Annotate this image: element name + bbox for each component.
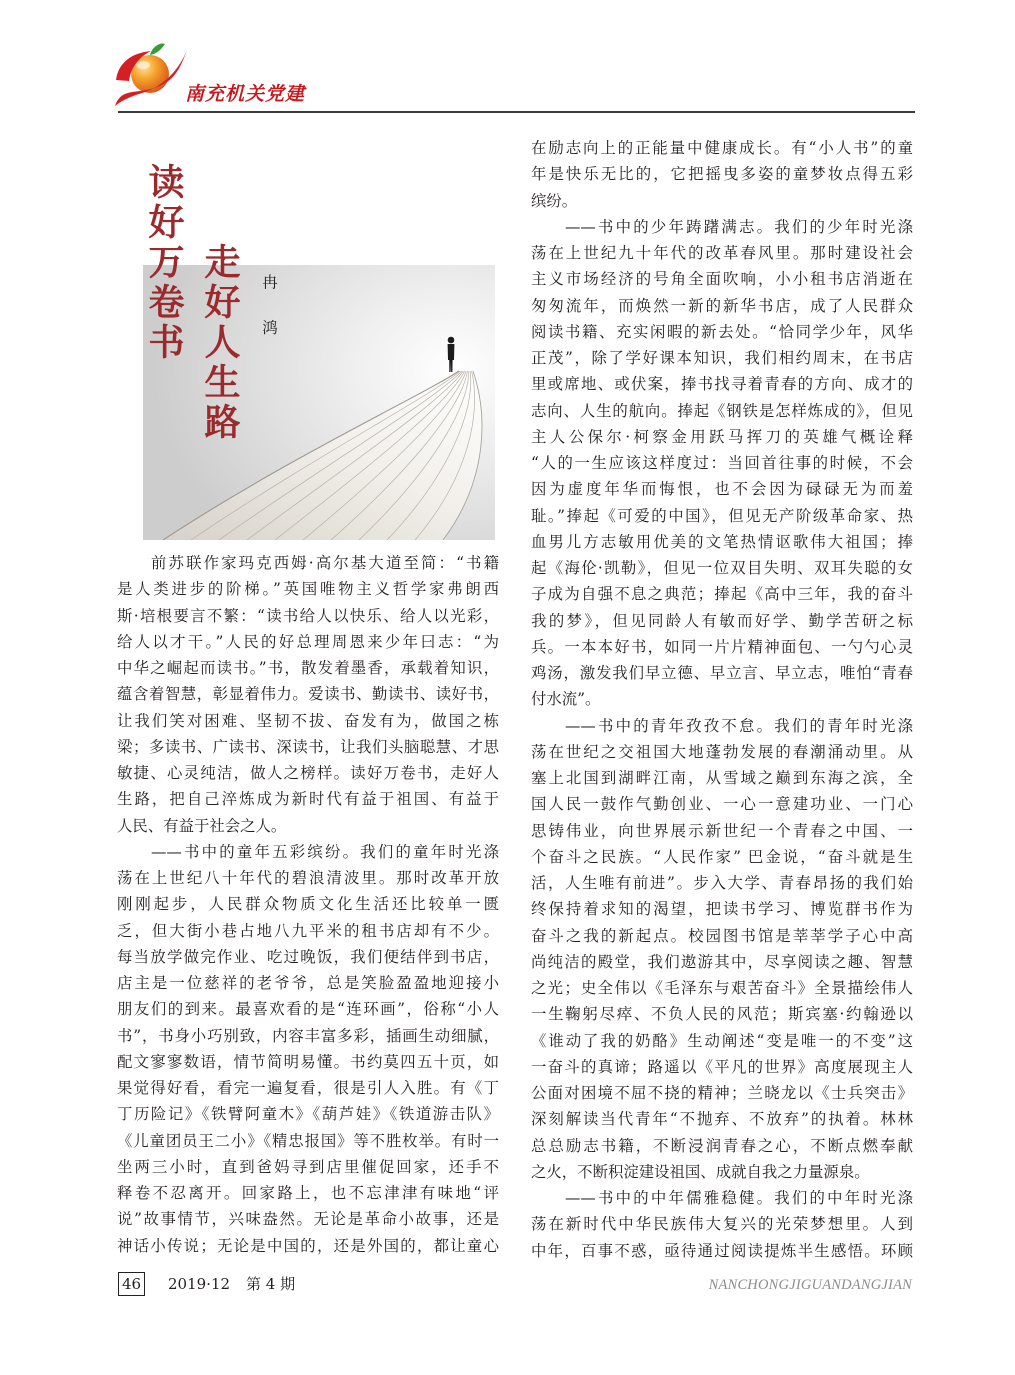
text-line: 主义市场经济的号角全面吹响，小小租书店消逝在 (531, 270, 913, 289)
text-line: 神话小传说；无论是中国的，还是外国的，都让童心 (117, 1236, 499, 1255)
text-line: 说”故事情节，兴味盎然。无论是革命小故事，还是 (117, 1210, 499, 1229)
text-line: 活，人生唯有前进”。步入大学、青春昂扬的我们始 (531, 874, 913, 892)
text-line: 荡在上世纪九十年代的改革春风里。那时建设社会 (531, 244, 913, 262)
page-number: 46 (118, 1272, 145, 1296)
paragraph (531, 1185, 913, 1264)
text-line: 深刻解读当代青年“不抛弃、不放弃”的执着。林林 (531, 1110, 913, 1129)
text-line: 给人以才干。”人民的好总理周恩来少年曰志：“为 (117, 632, 499, 651)
text-line: 梁；多读书、广读书、深读书，让我们头脑聪慧、才思 (117, 737, 499, 756)
text-line: 荡在上世纪八十年代的碧浪清波里。那时改革开放 (117, 869, 499, 887)
party-building-logo-icon (110, 40, 188, 114)
text-line: 配文寥寥数语，情节简明易懂。书约莫四五十页，如 (117, 1052, 499, 1071)
text-line: 书”，书身小巧别致，内容丰富多彩，插画生动细腻， (117, 1026, 499, 1045)
text-line: 志向、人生的航向。捧起《钢铁是怎样炼成的》，但见 (531, 401, 913, 420)
text-line: 思铸伟业，向世界展示新世纪一个青春之中国、一 (531, 821, 913, 840)
text-line: 让我们笑对困难、坚韧不拔、奋发有为，做国之栋 (117, 711, 499, 730)
text-line: 果觉得好看，看完一遍复看，很是引人入胜。有《丁 (117, 1079, 499, 1097)
text-line: 中华之崛起而读书。”书，散发着墨香，承载着知识， (117, 659, 499, 677)
text-line: 每当放学做完作业、吃过晚饭，我们便结伴到书店， (117, 947, 499, 966)
text-line: 之火，不断积淀建设祖国、成就自我之力量源泉。 (531, 1162, 870, 1181)
text-line: 终保持着求知的渴望，把读书学习、博览群书作为 (531, 900, 913, 919)
text-line: 在励志向上的正能量中健康成长。有“小人书”的童 (531, 139, 913, 157)
text-line: 子成为自强不息之典范；捧起《高中三年，我的奋斗 (531, 585, 913, 604)
text-line: 中年，百事不惑，亟待通过阅读提炼半生感悟。环顾 (531, 1241, 913, 1260)
text-line: 坐两三小时，直到爸妈寻到店里催促回家，还手不 (117, 1157, 499, 1176)
text-line: 耻。”捧起《可爱的中国》，但见无产阶级革命家、热 (531, 506, 913, 525)
text-line: 年是快乐无比的，它把摇曳多姿的童梦妆点得五彩 (531, 165, 913, 184)
magazine-name: 南充机关党建 (185, 83, 306, 105)
issue-date: 2019·12 (168, 1275, 231, 1293)
text-line: 刚刚起步，人民群众物质文化生活还比较单一匮 (117, 895, 499, 914)
text-line: 《谁动了我的奶酪》生动阐述“变是唯一的不变”这 (531, 1031, 913, 1050)
text-line: 斯·培根要言不繁：“读书给人以快乐、给人以光彩， (117, 606, 499, 625)
text-line: 奋斗之我的新起点。校园图书馆是莘莘学子心中高 (531, 926, 913, 945)
paragraph (531, 214, 913, 713)
text-line: 尚纯洁的殿堂，我们遨游其中，尽享阅读之趣、智慧 (531, 952, 913, 971)
text-line: ——书中的少年踌躇满志。我们的少年时光涤 (565, 217, 913, 236)
text-line: 阅读书籍、充实闲暇的新去处。“恰同学少年，风华 (531, 322, 913, 341)
text-line: 生路，把自己淬炼成为新时代有益于祖国、有益于 (117, 790, 499, 809)
text-line: 丁历险记》《铁臂阿童木》《葫芦娃》《铁道游击队》 (117, 1105, 499, 1124)
text-line: ——书中的青年孜孜不怠。我们的青年时光涤 (565, 716, 913, 735)
book-pages-road-illustration (143, 265, 495, 540)
text-line: 店主是一位慈祥的老爷爷，总是笑脸盈盈地迎接小 (117, 974, 499, 992)
text-line: “人的一生应该这样度过：当回首往事的时候，不会 (531, 454, 913, 472)
text-line: 正茂”，除了学好课本知识，我们相约周末，在书店 (531, 349, 913, 367)
text-line: ——书中的童年五彩缤纷。我们的童年时光涤 (151, 842, 499, 861)
text-line: 朋友们的到来。最喜欢看的是“连环画”，俗称“小人 (117, 1000, 499, 1019)
text-line: 缤纷。 (531, 191, 578, 210)
text-line: 起《海伦·凯勒》，但见一位双目失明、双耳失聪的女 (531, 559, 913, 577)
text-line: 塞上北国到湖畔江南，从雪域之巅到东海之滨，全 (531, 769, 913, 787)
article-title-line-1: 读好万卷书 (143, 163, 185, 363)
article-author: 冉 鸿 (260, 274, 278, 341)
text-line: 乏，但大街小巷占地八九平米的租书店却有不少。 (117, 921, 499, 940)
text-line: 匆匆流年，而焕然一新的新华书店，成了人民群众 (531, 296, 913, 315)
text-line: 之光；史全伟以《毛泽东与艰苦奋斗》全景描绘伟人 (531, 979, 913, 997)
issue-number: 第 4 期 (246, 1275, 296, 1293)
text-line: 《儿童团员王二小》《精忠报国》等不胜枚举。有时一 (117, 1131, 499, 1150)
text-line: 因为虚度年华而悔恨，也不会因为碌碌无为而羞 (531, 480, 913, 499)
text-line: ——书中的中年儒雅稳健。我们的中年时光涤 (565, 1189, 913, 1207)
text-line: 前苏联作家玛克西姆·高尔基大道至简：“书籍 (151, 554, 499, 572)
text-line: 一奋斗的真谛；路遥以《平凡的世界》高度展现主人 (531, 1057, 913, 1076)
paragraph (117, 550, 499, 839)
text-line: 一生鞠躬尽瘁、不负人民的风范；斯宾塞·约翰逊以 (531, 1005, 913, 1024)
text-line: 蕴含着智慧，彰显着伟力。爱读书、勤读书、读好书， (117, 685, 499, 704)
text-line: 个奋斗之民族。“人民作家” 巴金说，“奋斗就是生 (531, 847, 913, 866)
text-line: 国人民一鼓作气勤创业、一心一意建功业、一门心 (531, 795, 913, 814)
text-line: 公面对困境不屈不挠的精神；兰晓龙以《士兵突击》 (531, 1084, 913, 1102)
text-line: 总总励志书籍，不断浸润青春之心，不断点燃奉献 (531, 1136, 913, 1155)
text-line: 里或席地、或伏案，捧书找寻着青春的方向、成才的 (531, 375, 913, 394)
text-line: 释卷不忍离开。回家路上，也不忘津津有味地“评 (117, 1184, 499, 1202)
text-line: 血男儿方志敏用优美的文笔热情讴歌伟大祖国；捧 (531, 532, 913, 551)
text-line: 鸡汤，激发我们早立德、早立言、早立志，唯怕“青春 (531, 664, 913, 682)
text-line: 主人公保尔·柯察金用跃马挥刀的英雄气概诠释 (531, 427, 913, 446)
magazine-pinyin: NANCHONGJIGUANDANGJIAN (708, 1277, 912, 1293)
article-column-left (117, 550, 499, 1259)
text-line: 人民、有益于社会之人。 (117, 816, 287, 835)
article-title-line-2: 走好人生路 (199, 243, 241, 443)
paragraph (531, 135, 913, 214)
text-line: 付水流”。 (531, 690, 601, 709)
text-line: 是人类进步的阶梯。”英国唯物主义哲学家弗朗西 (117, 580, 499, 599)
text-line: 我的梦》，但见同龄人有敏而好学、勤学苦研之标 (531, 611, 913, 630)
text-line: 兵。一本本好书，如同一片片精神面包、一勺勺心灵 (531, 637, 913, 656)
paragraph (531, 713, 913, 1186)
paragraph (117, 839, 499, 1259)
article-column-right (531, 135, 913, 1264)
text-line: 荡在新时代中华民族伟大复兴的光荣梦想里。人到 (531, 1215, 913, 1234)
text-line: 敏捷、心灵纯洁，做人之榜样。读好万卷书，走好人 (117, 764, 499, 782)
header-divider (118, 111, 915, 113)
text-line: 荡在世纪之交祖国大地蓬勃发展的春潮涌动里。从 (531, 742, 913, 761)
